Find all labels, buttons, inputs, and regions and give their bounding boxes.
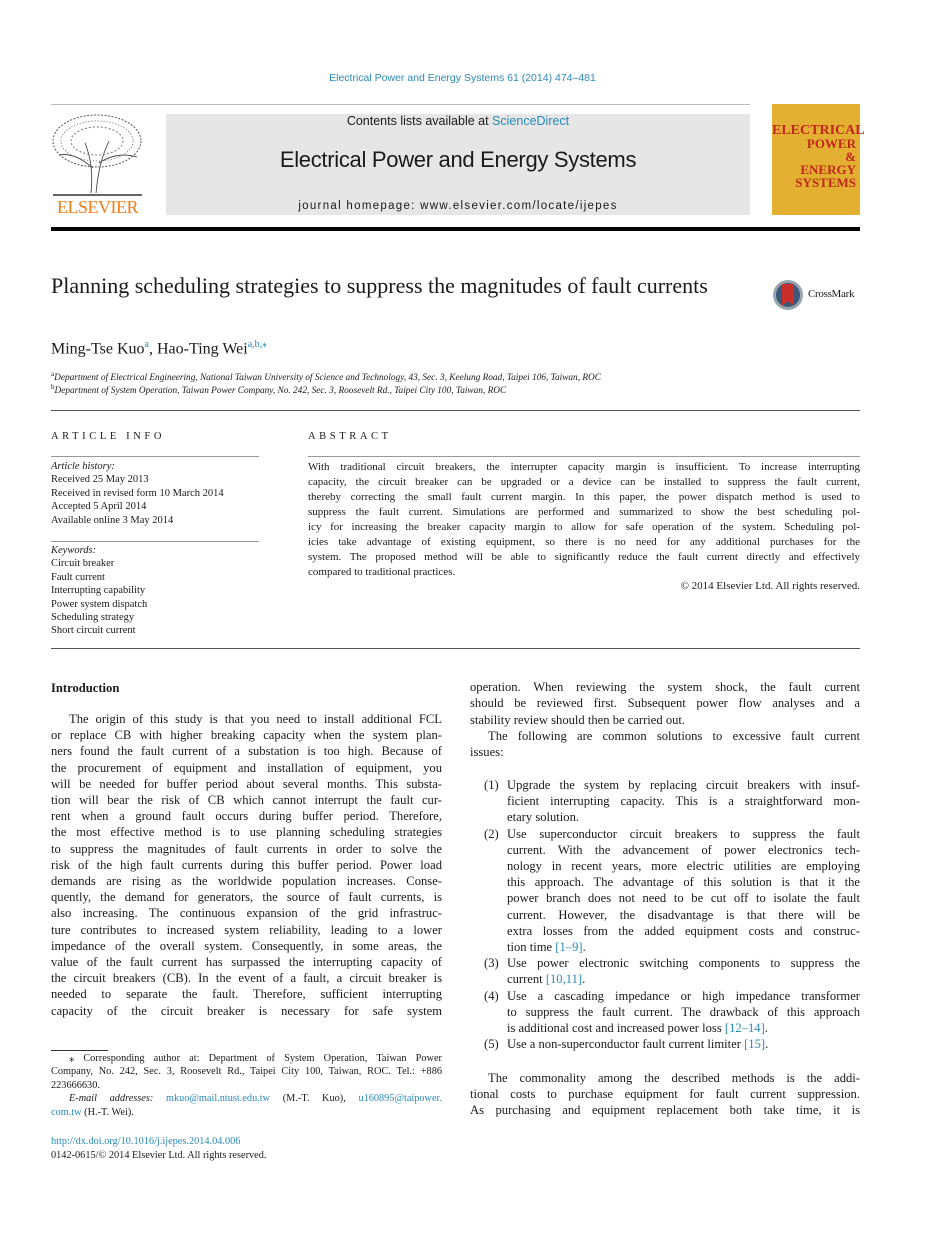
text-line [308,476,860,488]
list-number: (2) [484,826,499,841]
text-line [507,956,860,971]
abstract-copyright: © 2014 Elsevier Ltd. All rights reserved. [680,580,860,592]
reference-link[interactable]: [1–9] [555,939,583,954]
text-run: . [582,972,586,987]
text-run: quently, the demand for generators, the source of fault currents, is [51,890,442,905]
text-line [308,536,860,548]
text-run: to suppress the fault current. The drawback of this approach [507,1004,860,1019]
history-item: Received 25 May 2013 [51,474,149,486]
text-line [51,809,442,824]
text-line [507,940,860,955]
keyword-item: Short circuit current [51,625,136,637]
text-line [470,696,860,711]
text-run: rent when a ground fault occurs during buffer period. Therefore, [51,809,442,824]
text-run: Use a cascading impedance or high impedance transformer [507,988,860,1003]
text-line [69,712,442,727]
text-line [51,1066,442,1077]
divider [51,541,259,542]
keywords [51,544,147,638]
text-run: As purchasing and equipment replacement both take time, it is [470,1103,860,1118]
affiliation-mark: b [51,383,55,391]
history-item: Available online 3 May 2014 [51,514,174,526]
text-run: current. However, the disadvantage is that there will be [507,907,860,922]
article-history [51,460,224,527]
text-run: capacity, the circuit breaker can be upgraded or a device can be installed to suppress the fault current, [308,476,860,488]
text-run: icy for increasing the breaker capacity margin to allow for safe operation of the system. Scheduling pol- [308,521,860,533]
text-line [69,1052,442,1064]
text-run: (H.-T. Wei). [81,1107,134,1119]
reference-link[interactable]: [12–14] [724,1020,765,1035]
text-line [51,744,442,759]
text-line [51,987,442,1002]
cover-text: POWER [806,136,856,151]
crossmark-icon [772,279,806,311]
text-line [51,923,442,938]
text-run: current [507,972,546,987]
text-run: system. The proposed method will be able to significantly reduce the fault current directly and effectively [308,551,860,563]
divider [308,456,860,457]
author-name: Hao-Ting Wei [157,340,248,358]
keyword-item: Power system dispatch [51,598,148,610]
text-run: impedance of the overall system. Consequently, in some areas, the [51,938,442,953]
text-run: ture contributes to increased system reliability, leading to a lower [51,922,442,937]
text-run: is additional cost and increased power loss [507,1020,725,1035]
keyword-item: Fault current [51,571,105,583]
text-run: Use superconductor circuit breakers to suppress the fault [507,826,860,841]
list-number: (1) [484,778,499,792]
text-run: tion time [507,939,556,954]
reference-link[interactable]: com.tw [51,1107,82,1119]
text-run: capacity of the circuit breaker is necessary for safe system [51,1003,442,1018]
text-line [51,825,442,840]
history-item: Received in revised form 10 March 2014 [51,487,224,499]
text-run: the most effective method is to use planning scheduling strategies [51,825,442,840]
text-line [507,843,860,858]
header-rule [51,227,860,231]
text-line [507,989,860,1004]
text-line [51,858,442,873]
reference-link[interactable]: [10,11] [545,972,583,987]
divider [51,456,259,457]
text-run: ners found the fault current of a substation is too high. Because of [51,744,442,759]
text-line [51,842,442,857]
author-affiliation-mark[interactable]: a,b,⁎ [247,339,268,350]
affiliation-text: Department of System Operation, Taiwan Power Company, No. 242, Sec. 3, Roosevelt Rd., Taipei City 100, Taiwan, ROC [54,386,507,397]
text-run: stability review should then be carried out. [470,712,686,727]
text-run: icies take advantage of existing equipment, so there is no need for any additional purchases for the [308,536,860,548]
text-run: compared to traditional practices. [308,566,456,578]
text-run: . [765,1037,769,1052]
text-line [51,1004,442,1019]
reference-link[interactable]: u160895@taipower. [358,1093,442,1105]
text-line [507,875,860,890]
list-number: (5) [484,1037,499,1052]
sciencedirect-link[interactable]: ScienceDirect [492,114,570,128]
text-line [507,972,860,987]
cover-text: SYSTEMS [795,175,856,190]
text-run: demands are rising as the worldwide population increases. Conse- [51,874,442,888]
journal-cover-image [772,104,865,215]
text-line [507,891,860,906]
keyword-item: Circuit breaker [51,558,115,570]
text-line [308,491,860,503]
text-run: to suppress the magnitudes of fault currents in order to solve the [51,841,442,856]
divider [51,648,860,649]
text-line [488,1071,860,1086]
text-run: Company, No. 242, Sec. 3, Roosevelt Rd., Taipei City 100, Taiwan, ROC. Tel.: +886 [51,1065,442,1077]
affiliation-b [51,383,506,396]
text-line [470,713,860,728]
text-line [507,827,860,842]
text-run: the circuit breakers (CB). In the event of a fault, a circuit breaker is [51,971,442,986]
text-run: The commonality among the described methods is the addi- [488,1071,860,1085]
keywords-label: Keywords: [51,545,97,556]
text-run: the procurement of equipment and installation of equipment, you [51,760,442,775]
label: E-mail addresses: [69,1093,166,1105]
text-line [51,1080,442,1091]
text-run: (M.-T. Kuo), [270,1093,359,1105]
text-run: . [582,939,586,954]
text-run: ficient interrupting capacity. This is a straightforward mon- [507,794,860,809]
text-run: nology in recent years, more electric utilities are employing [507,858,860,873]
text-line [488,729,860,744]
text-line [470,1087,860,1102]
keyword-item: Scheduling strategy [51,612,135,624]
crossmark-button[interactable] [772,279,862,311]
cover-text: ENERGY [800,162,856,177]
text-run: The following are common solutions to excessive fault current [488,728,860,743]
text-run: 223666630. [51,1079,100,1091]
rights-line: 0142-0615/© 2014 Elsevier Ltd. All rights reserved. [51,1150,267,1161]
journal-homepage[interactable]: journal homepage: www.elsevier.com/locate/ijepes [298,200,618,212]
text-run: etary solution. [507,810,580,825]
text-run: should be reviewed first. Subsequent power flow analyses and a [470,696,860,711]
text-line [308,566,860,578]
text-line [507,1021,860,1036]
text-run: value of the fault current has surpassed the interrupting capacity of [51,955,442,969]
section-heading-introduction: Introduction [51,681,120,695]
abstract-heading: ABSTRACT [308,431,392,442]
text-run: Upgrade the system by replacing circuit breakers with insuf- [507,778,860,792]
history-label: Article history: [51,461,115,472]
text-run: . [764,1020,768,1035]
reference-link[interactable]: mkuo@mail.ntust.edu.tw [165,1093,271,1105]
cover-text: & [845,149,856,164]
publisher-logo-text: ELSEVIER [57,197,138,217]
text-run: suppress the fault current. Simulations are performed and summarized to show the best scheduling pol- [308,506,860,518]
text-run: thereby correcting the small fault current margin. In this paper, the power dispatch method is used to [308,491,860,503]
text-run: Use power electronic switching components to suppress the [507,956,860,971]
text-line [507,794,860,809]
text-run: tion will bear the risk of CB which cannot interrupt the fault cur- [51,793,442,807]
text-run: extra losses from the added equipment costs and construc- [507,923,860,938]
text-run: operation. When reviewing the system shock, the fault current [470,680,860,694]
journal-citation[interactable]: Electrical Power and Energy Systems 61 (2014) 474–481 [329,72,596,84]
author-affiliation-mark[interactable]: a [144,339,149,350]
text-run: this approach. The advantage of this solution is that it the [507,875,860,890]
text-line [470,745,860,760]
journal-title: Electrical Power and Energy Systems [279,147,637,172]
reference-link[interactable]: [15] [744,1037,766,1052]
text-line [507,908,860,923]
author-name: Ming-Tse Kuo [51,340,145,358]
text-line [470,680,860,695]
text-run: With traditional circuit breakers, the interrupter capacity margin is insufficient. To increase interrupting [308,461,860,473]
footnote-rule [51,1050,108,1051]
text-run: current. With the advancement of power electronics tech- [507,842,860,857]
affiliation-mark: a [51,370,55,378]
crossmark-label: CrossMark [808,288,855,300]
text-run: or replace CB with higher breaking capacity when the system plan- [51,728,442,743]
text-run: tional costs to purchase equipment for fault current suppression. [470,1087,860,1102]
text-line [51,890,442,905]
text-line [507,810,860,825]
text-line [51,971,442,986]
affiliation-text: Department of Electrical Engineering, National Taiwan University of Science and Technology, 43, Sec. 3, Keelung Road, Taipei 106, Taiwan, ROC [54,373,601,384]
list-number: (4) [484,988,499,1003]
contents-line [166,114,750,128]
text-line [507,924,860,939]
text-line [51,777,442,792]
text-line [507,1005,860,1020]
text-line [507,778,860,793]
text-line [308,506,860,518]
text-line [51,874,442,889]
text-run: needed to separate the fault. Therefore, sufficient interrupting [51,987,442,1002]
cover-text: ELECTRICAL [772,123,865,138]
text-line [308,521,860,533]
article-title: Planning scheduling strategies to suppress the magnitudes of fault currents [51,273,708,298]
history-item: Accepted 5 April 2014 [51,501,147,513]
divider [51,410,860,411]
text-line [51,955,442,970]
text-run: ⁎ Corresponding author at: Department of System Operation, Taiwan Power [69,1053,442,1064]
text-line [51,906,442,921]
text-run: will be needed for buffer period about several months. This substa- [51,776,442,791]
text-run: The origin of this study is that you need to install additional FCL [69,712,442,726]
text-line [51,939,442,954]
text-line [51,1107,442,1118]
text-line [51,793,442,808]
text-run: issues: [470,745,504,760]
doi-url[interactable]: http://dx.doi.org/10.1016/j.ijepes.2014.04.006 [51,1136,241,1147]
contents-label: Contents lists available at [346,114,493,128]
text-line [308,461,860,473]
text-line [308,551,860,563]
text-run: also increasing. The continuous expansion of the grid infrastruc- [51,906,442,921]
authors: Ming-Tse Kuo$^a$, Hao-Ting Wei$^{a,b,⁎}$ [51,339,268,358]
keyword-item: Interrupting capability [51,585,146,597]
list-number: (3) [484,956,499,971]
divider [51,104,750,105]
text-line [51,728,442,743]
text-line [507,1037,860,1052]
doi-link[interactable] [51,1136,240,1147]
text-line [69,1093,442,1104]
text-run: Use a non-superconductor fault current limiter [507,1037,745,1052]
text-line [470,1103,860,1118]
text-line [507,859,860,874]
text-run: power branch does not need to be cut off to isolate the fault [507,891,860,906]
affiliation-a [51,370,601,383]
text-run: risk of the high fault currents during this buffer period. Power load [51,857,442,872]
article-info-heading: ARTICLE INFO [51,431,166,442]
text-line [51,761,442,776]
